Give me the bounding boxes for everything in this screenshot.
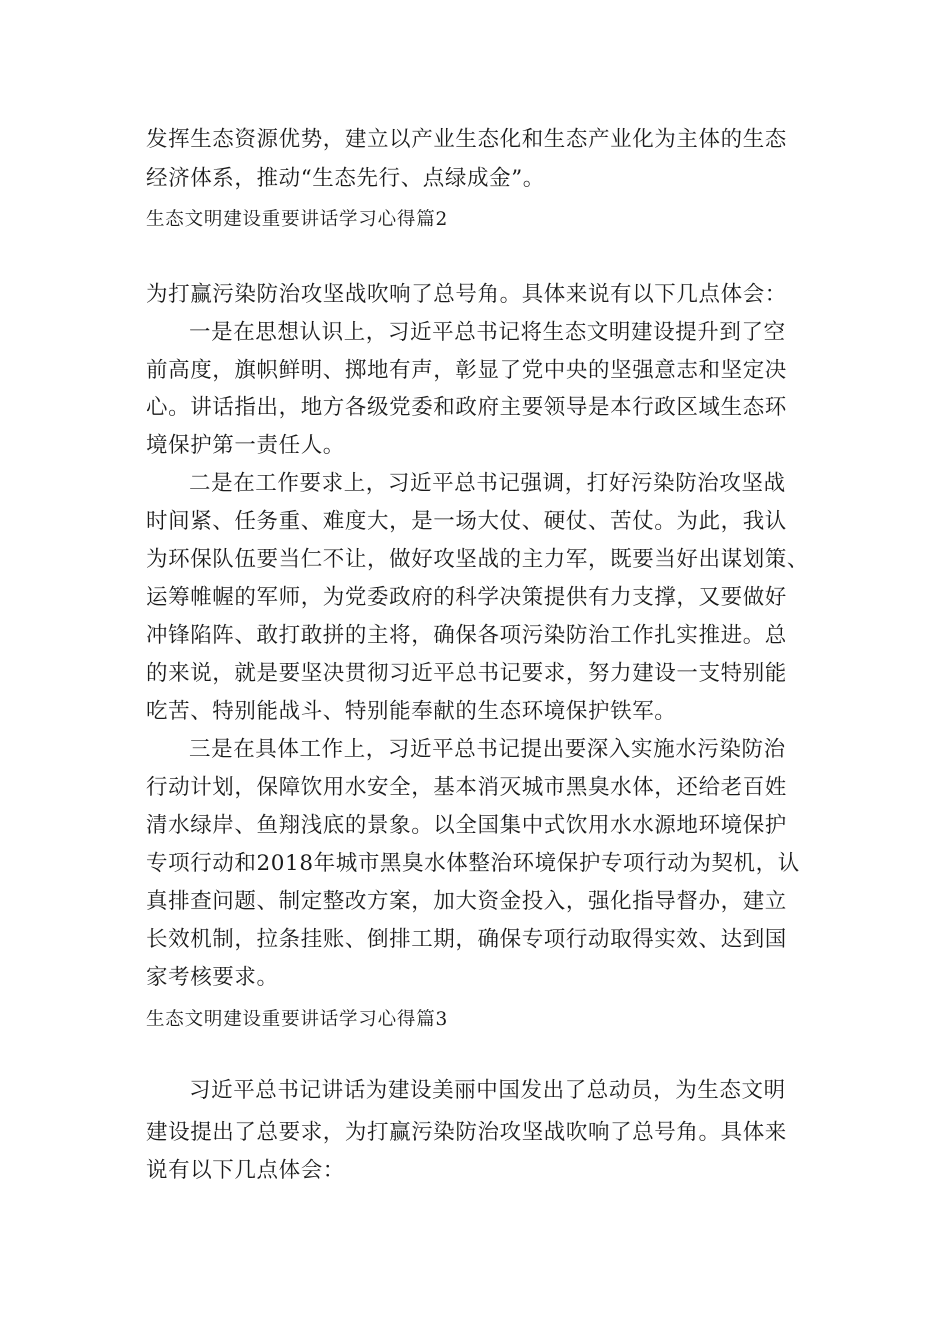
- section-3-line-1: 习近平总书记讲话为建设美丽中国发出了总动员，为生态文明: [189, 1078, 786, 1103]
- section-3-line-3: 说有以下几点体会：: [146, 1158, 345, 1183]
- section-2-line-18: 长效机制，拉条挂账、倒排工期，确保专项行动取得实效、达到国: [146, 927, 787, 952]
- section-2-line-6: 二是在工作要求上，习近平总书记强调，打好污染防治攻坚战: [189, 471, 786, 496]
- intro-line-2: 经济体系，推动“生态先行、点绿成金”。: [146, 166, 545, 191]
- section-2-line-7: 时间紧、任务重、难度大，是一场大仗、硬仗、苦仗。为此，我认: [146, 509, 787, 534]
- section-2-line-16: 专项行动和2018年城市黑臭水体整治环境保护专项行动为契机，认: [146, 851, 800, 876]
- section-2-line-14: 行动计划，保障饮用水安全，基本消灭城市黑臭水体，还给老百姓: [146, 775, 787, 800]
- section-2-line-10: 冲锋陷阵、敢打敢拼的主将，确保各项污染防治工作扎实推进。总: [146, 623, 787, 648]
- section-2-line-1: 为打赢污染防治攻坚战吹响了总号角。具体来说有以下几点体会：: [146, 282, 787, 307]
- section-2-line-12: 吃苦、特别能战斗、特别能奉献的生态环境保护铁军。: [146, 699, 677, 724]
- section-2-line-5: 境保护第一责任人。: [146, 433, 345, 458]
- section-2-line-13: 三是在具体工作上，习近平总书记提出要深入实施水污染防治: [189, 737, 786, 762]
- section-2-line-15: 清水绿岸、鱼翔浅底的景象。以全国集中式饮用水水源地环境保护: [146, 813, 787, 838]
- section-2-line-17: 真排查问题、制定整改方案，加大资金投入，强化指导督办，建立: [146, 889, 787, 914]
- intro-line-1: 发挥生态资源优势，建立以产业生态化和生态产业化为主体的生态: [146, 127, 787, 152]
- section-2-line-4: 心。讲话指出，地方各级党委和政府主要领导是本行政区域生态环: [146, 395, 787, 420]
- section-2-line-9: 运筹帷幄的军师，为党委政府的科学决策提供有力支撑，又要做好: [146, 585, 787, 610]
- section-2-line-11: 的来说，就是要坚决贯彻习近平总书记要求，努力建设一支特别能: [146, 661, 787, 686]
- section-heading-2: 生态文明建设重要讲话学习心得篇2: [146, 209, 449, 230]
- section-2-line-3: 前高度，旗帜鲜明、掷地有声，彰显了党中央的坚强意志和坚定决: [146, 358, 787, 383]
- section-3-line-2: 建设提出了总要求，为打赢污染防治攻坚战吹响了总号角。具体来: [146, 1120, 787, 1145]
- section-2-line-8: 为环保队伍要当仁不让，做好攻坚战的主力军，既要当好出谋划策、: [146, 547, 810, 572]
- section-2-line-19: 家考核要求。: [146, 965, 279, 990]
- section-heading-3: 生态文明建设重要讲话学习心得篇3: [146, 1009, 449, 1030]
- section-2-line-2: 一是在思想认识上，习近平总书记将生态文明建设提升到了空: [189, 320, 786, 345]
